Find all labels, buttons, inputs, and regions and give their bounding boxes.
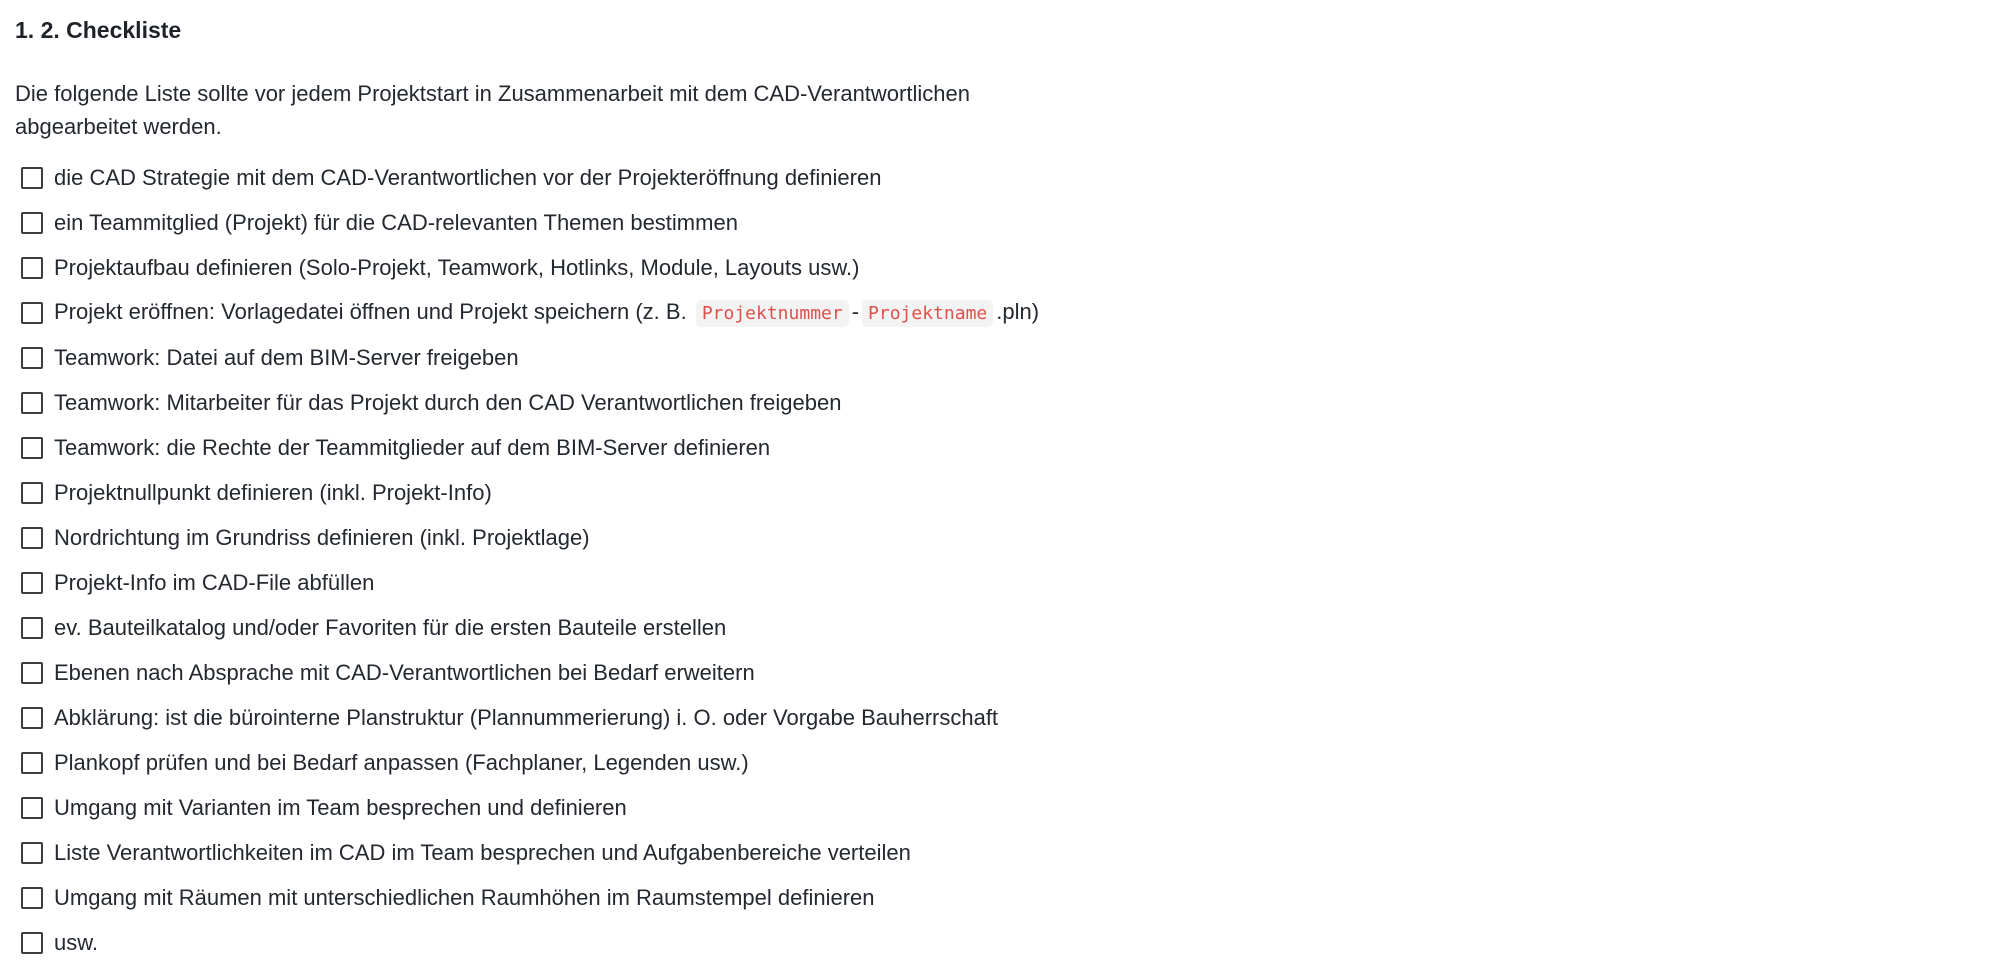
checklist-item-label: Projekt-Info im CAD-File abfüllen (54, 569, 375, 595)
checklist-item-label: Abklärung: ist die bürointerne Planstruktur (Plannummerierung) i. O. oder Vorgabe Bauherrschaft (54, 704, 999, 730)
checklist-item (15, 830, 1975, 875)
inline-code-project-name: Projektname (862, 300, 993, 327)
checklist-item-label: Umgang mit Räumen mit unterschiedlichen Raumhöhen im Raumstempel definieren (54, 884, 875, 910)
checklist-item (15, 740, 1975, 785)
checklist-item-label (54, 297, 1039, 329)
checklist-item-label: usw. (54, 929, 99, 955)
checkbox[interactable] (21, 617, 43, 639)
checklist-item-label: Teamwork: Datei auf dem BIM-Server freigeben (54, 344, 519, 370)
checklist-item-text-after: .pln) (996, 298, 1040, 324)
document-content (15, 14, 1975, 965)
checklist-item (15, 695, 1975, 740)
checklist-item (15, 605, 1975, 650)
checklist-item-label: Nordrichtung im Grundriss definieren (inkl. Projektlage) (54, 524, 590, 550)
checklist-item (15, 920, 1975, 965)
checkbox[interactable] (21, 662, 43, 684)
checkbox[interactable] (21, 392, 43, 414)
checklist-item-text-before: Projekt eröffnen: Vorlagedatei öffnen und Projekt speichern (z. B. (54, 298, 687, 324)
checkbox[interactable] (21, 302, 43, 324)
checklist-item (15, 335, 1975, 380)
checklist-item (15, 875, 1975, 920)
checklist-item (15, 560, 1975, 605)
checkbox[interactable] (21, 482, 43, 504)
checklist-item (15, 425, 1975, 470)
checkbox[interactable] (21, 257, 43, 279)
checklist-item-label: Umgang mit Varianten im Team besprechen und definieren (54, 794, 627, 820)
checklist-item-label: die CAD Strategie mit dem CAD-Verantwortlichen vor der Projekteröffnung definieren (54, 164, 882, 190)
inline-separator: - (851, 298, 860, 324)
checklist-item (15, 290, 1975, 335)
checklist-item-label: Teamwork: Mitarbeiter für das Projekt durch den CAD Verantwortlichen freigeben (54, 389, 842, 415)
checkbox[interactable] (21, 752, 43, 774)
checklist-item-label: Ebenen nach Absprache mit CAD-Verantwortlichen bei Bedarf erweitern (54, 659, 755, 685)
checkbox[interactable] (21, 842, 43, 864)
checklist-item (15, 785, 1975, 830)
checklist-item-label: Plankopf prüfen und bei Bedarf anpassen (Fachplaner, Legenden usw.) (54, 749, 749, 775)
checkbox[interactable] (21, 212, 43, 234)
checklist-item-label: Liste Verantwortlichkeiten im CAD im Team besprechen und Aufgabenbereiche verteilen (54, 839, 911, 865)
section-heading: 1. 2. Checkliste (15, 17, 182, 43)
intro-paragraph: Die folgende Liste sollte vor jedem Projektstart in Zusammenarbeit mit dem CAD-Verantwortlichen abgearbeitet werden. (15, 81, 970, 139)
checklist-item (15, 470, 1975, 515)
inline-code-project-number: Projektnummer (696, 300, 849, 327)
checkbox[interactable] (21, 167, 43, 189)
checkbox[interactable] (21, 707, 43, 729)
checkbox[interactable] (21, 887, 43, 909)
checklist-item-label: Projektnullpunkt definieren (inkl. Projekt-Info) (54, 479, 492, 505)
checkbox[interactable] (21, 932, 43, 954)
checklist-item-label: ein Teammitglied (Projekt) für die CAD-relevanten Themen bestimmen (54, 209, 738, 235)
checkbox[interactable] (21, 347, 43, 369)
checklist (15, 155, 1975, 965)
checkbox[interactable] (21, 572, 43, 594)
checklist-item (15, 155, 1975, 200)
checklist-item (15, 650, 1975, 695)
checklist-item (15, 380, 1975, 425)
checklist-item-label: Teamwork: die Rechte der Teammitglieder auf dem BIM-Server definieren (54, 434, 771, 460)
checklist-item (15, 515, 1975, 560)
checkbox[interactable] (21, 437, 43, 459)
checklist-item (15, 245, 1975, 290)
checklist-item-label: Projektaufbau definieren (Solo-Projekt, Teamwork, Hotlinks, Module, Layouts usw.) (54, 254, 860, 280)
checklist-item (15, 200, 1975, 245)
checklist-item-label: ev. Bauteilkatalog und/oder Favoriten für die ersten Bauteile erstellen (54, 614, 727, 640)
checkbox[interactable] (21, 797, 43, 819)
checkbox[interactable] (21, 527, 43, 549)
